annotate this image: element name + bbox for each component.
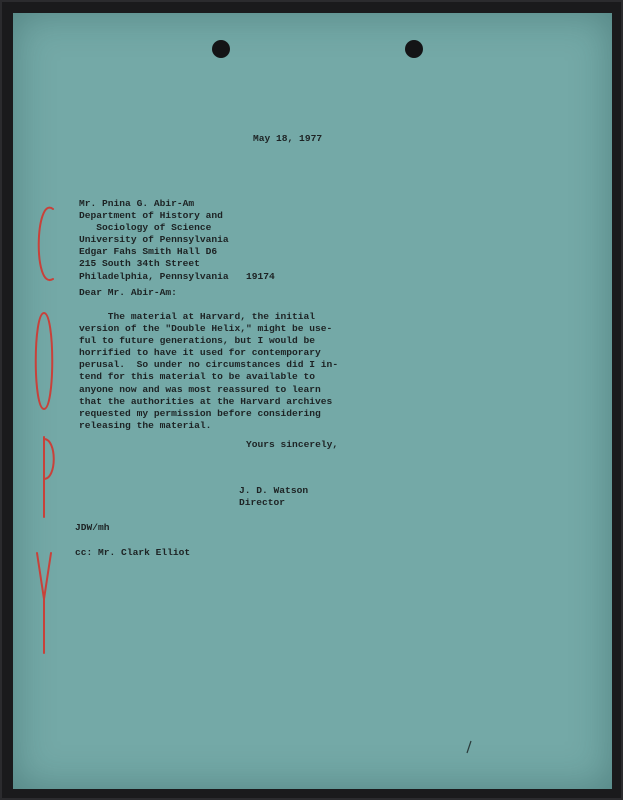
- recipient-address: [79, 198, 275, 283]
- address-line: Department of History and: [79, 210, 223, 222]
- signer-title: Director: [239, 497, 286, 509]
- address-line: Edgar Fahs Smith Hall D6: [79, 246, 218, 258]
- body-line: that the authorities at the Harvard archives: [79, 395, 333, 407]
- body-line: requested my permission before considering: [79, 407, 321, 419]
- punch-hole-right: [405, 40, 423, 58]
- letter-page: [13, 13, 612, 789]
- body-line: version of the "Double Helix," might be use-: [79, 323, 333, 335]
- signer-name: J. D. Watson: [239, 485, 309, 496]
- body-line: perusal. So under no circumstances did I in-: [79, 359, 339, 371]
- copy-stamp: [31, 201, 57, 661]
- address-line: Mr. Pnina G. Abir-Am: [79, 198, 195, 209]
- body-line: tend for this material to be available to: [79, 371, 316, 383]
- body-line: horrified to have it used for contemporary: [79, 347, 321, 359]
- address-line: 215 South 34th Street: [79, 258, 200, 270]
- stray-pen-mark: [465, 740, 473, 754]
- closing: Yours sincerely,: [246, 439, 339, 450]
- address-line: Philadelphia, Pennsylvania 19174: [79, 270, 275, 282]
- body-line: ful to future generations, but I would be: [79, 335, 316, 347]
- letter-body: [79, 311, 338, 432]
- signature-block: [239, 485, 308, 509]
- punch-hole-left: [212, 40, 230, 58]
- salutation: Dear Mr. Abir-Am:: [79, 287, 177, 298]
- carbon-copy-line: cc: Mr. Clark Elliot: [75, 547, 191, 558]
- address-line: Sociology of Science: [79, 222, 212, 234]
- body-line: anyone now and was most reassured to learn: [79, 383, 321, 395]
- typist-initials: JDW/mh: [75, 522, 110, 533]
- letter-date: May 18, 1977: [253, 133, 323, 144]
- address-line: University of Pennsylvania: [79, 234, 229, 246]
- body-line: releasing the material.: [79, 419, 212, 431]
- body-line: The material at Harvard, the initial: [79, 311, 316, 322]
